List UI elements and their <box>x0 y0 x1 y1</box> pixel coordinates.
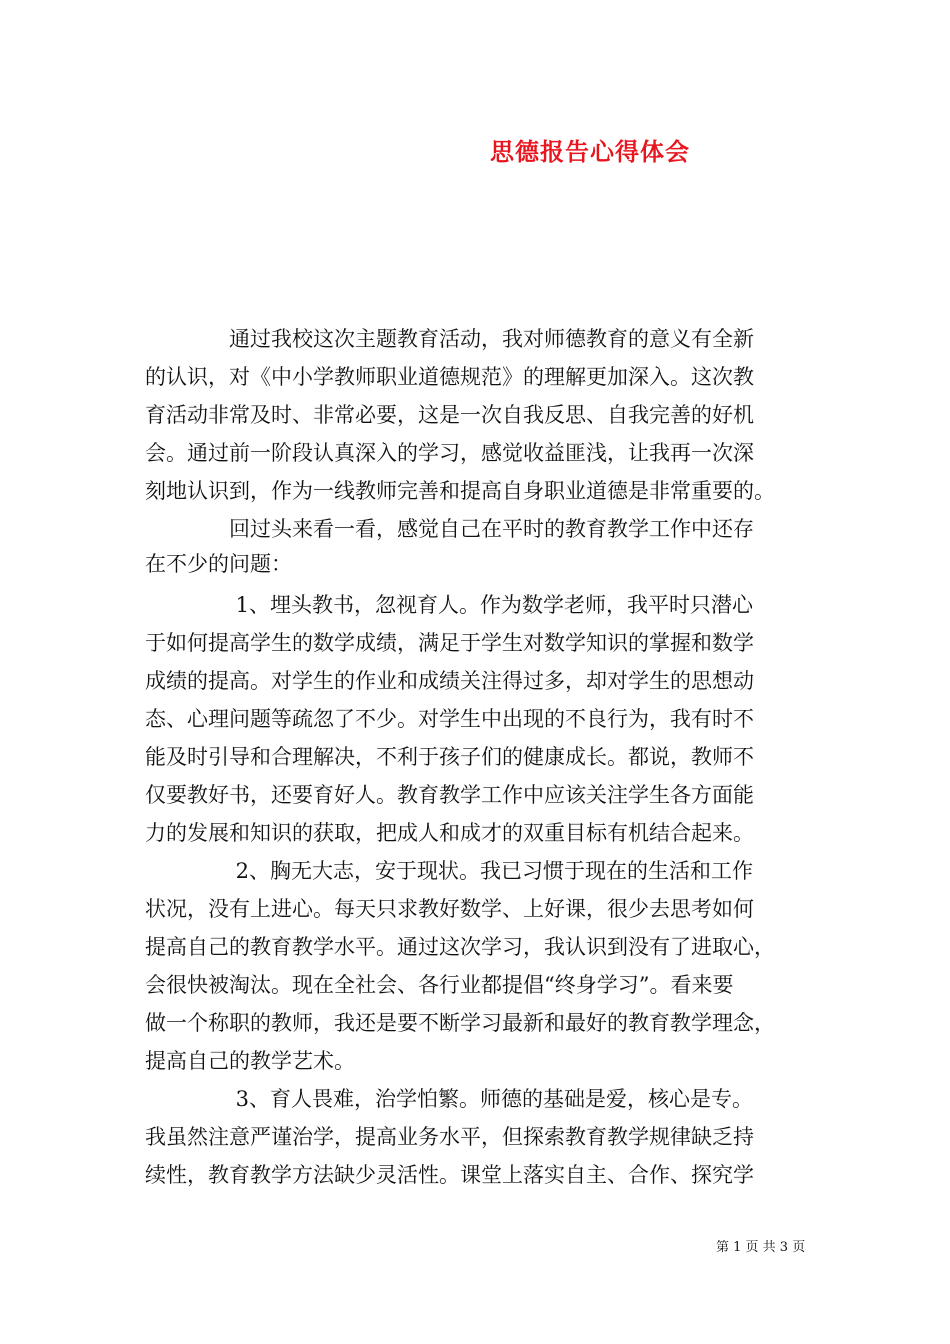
body-line: 力的发展和知识的获取，把成人和成才的双重目标有机结合起来。 <box>145 821 754 845</box>
body-line: 状况，没有上进心。每天只求教好数学、上好课，很少去思考如何 <box>145 897 754 921</box>
body-line: 成绩的提高。对学生的作业和成绩关注得过多，却对学生的思想动 <box>145 669 754 693</box>
body-line: 在不少的问题： <box>145 552 292 576</box>
body-line: 会。通过前一阶段认真深入的学习，感觉收益匪浅，让我再一次深 <box>145 441 754 465</box>
body-line: 我虽然注意严谨治学，提高业务水平，但探索教育教学规律缺乏持 <box>145 1125 754 1149</box>
body-line: 2、胸无大志，安于现状。我已习惯于现在的生活和工作 <box>145 859 754 883</box>
body-line: 回过头来看一看，感觉自己在平时的教育教学工作中还存 <box>145 517 754 541</box>
page-number: 第 1 页 共 3 页 <box>716 1240 806 1255</box>
body-line: 能及时引导和合理解决，不利于孩子们的健康成长。都说，教师不 <box>145 745 754 769</box>
body-line: 育活动非常及时、非常必要，这是一次自我反思、自我完善的好机 <box>145 403 754 427</box>
body-line: 1、埋头教书，忽视育人。作为数学老师，我平时只潜心 <box>145 593 754 617</box>
body-line: 刻地认识到，作为一线教师完善和提高自身职业道德是非常重要的。 <box>145 479 775 503</box>
body-line: 提高自己的教育教学水平。通过这次学习，我认识到没有了进取心， <box>145 935 775 959</box>
body-line: 续性，教育教学方法缺少灵活性。课堂上落实自主、合作、探究学 <box>145 1163 754 1187</box>
body-line: 3、育人畏难，治学怕繁。师德的基础是爱，核心是专。 <box>145 1087 754 1111</box>
body-line: 的认识，对《中小学教师职业道德规范》的理解更加深入。这次教 <box>145 365 754 389</box>
body-line: 仅要教好书，还要育好人。教育教学工作中应该关注学生各方面能 <box>145 783 754 807</box>
document-title: 思德报告心得体会 <box>490 137 690 166</box>
body-line: 态、心理问题等疏忽了不少。对学生中出现的不良行为，我有时不 <box>145 707 754 731</box>
body-line: 做一个称职的教师，我还是要不断学习最新和最好的教育教学理念， <box>145 1011 775 1035</box>
body-line: 通过我校这次主题教育活动，我对师德教育的意义有全新 <box>145 327 754 351</box>
body-line: 提高自己的教学艺术。 <box>145 1049 355 1073</box>
body-line: 会很快被淘汰。现在全社会、各行业都提倡“终身学习”。看来要 <box>145 973 734 997</box>
body-line: 于如何提高学生的数学成绩，满足于学生对数学知识的掌握和数学 <box>145 631 754 655</box>
